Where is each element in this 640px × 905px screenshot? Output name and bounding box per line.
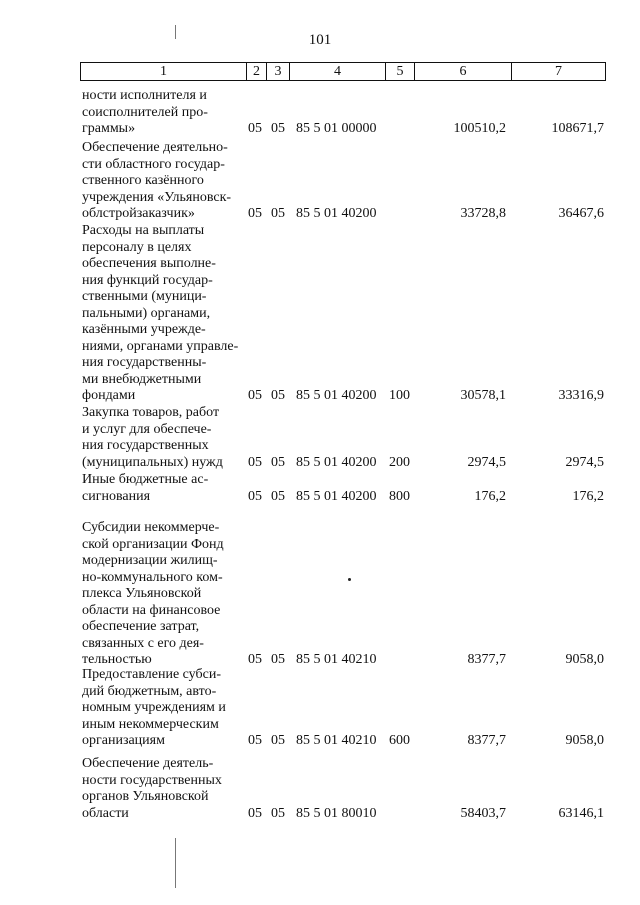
row-description xyxy=(82,520,238,669)
description-line: номным учреждениям и xyxy=(82,700,226,715)
cell-col-3: 05 xyxy=(271,206,285,221)
description-line: дий бюджетным, авто- xyxy=(82,683,217,699)
cell-col-6: 8377,7 xyxy=(467,733,506,748)
cell-col-6: 100510,2 xyxy=(453,121,506,136)
description-line: органов Ульяновской xyxy=(82,789,209,804)
scan-mark xyxy=(175,838,176,888)
column-header-5: 5 xyxy=(386,63,415,81)
scan-mark xyxy=(175,25,176,39)
table-row xyxy=(0,756,640,822)
column-header-7: 7 xyxy=(512,63,606,81)
cell-col-2: 05 xyxy=(248,652,262,667)
row-description xyxy=(82,88,238,138)
row-description xyxy=(82,405,238,471)
column-header-2: 2 xyxy=(247,63,267,81)
cell-col-3: 05 xyxy=(271,488,285,504)
cell-col-3: 05 xyxy=(271,121,285,136)
page-number: 101 xyxy=(308,32,332,48)
description-line: казёнными учрежде- xyxy=(82,322,206,337)
row-description xyxy=(82,223,238,405)
description-line: Расходы на выплаты xyxy=(82,223,205,238)
description-line: Обеспечение деятельно- xyxy=(82,140,228,155)
description-line: (муниципальных) нужд xyxy=(82,454,223,470)
column-header-4: 4 xyxy=(290,63,386,81)
table-row xyxy=(0,667,640,750)
description-line: Иные бюджетные ас- xyxy=(82,472,209,487)
cell-col-2: 05 xyxy=(248,805,262,821)
description-line: обеспечение затрат, xyxy=(82,619,200,634)
cell-col-4: 85 5 01 00000 xyxy=(296,121,377,136)
table-row xyxy=(0,88,640,138)
description-line: ности исполнителя и xyxy=(82,88,207,103)
description-line: сти областного государ- xyxy=(82,156,225,172)
cell-col-5: 600 xyxy=(389,733,410,748)
row-description xyxy=(82,667,238,750)
description-line: соисполнителей про- xyxy=(82,104,208,120)
row-description xyxy=(82,472,238,505)
cell-col-2: 05 xyxy=(248,121,262,136)
description-line: граммы» xyxy=(82,121,136,136)
description-line: Обеспечение деятель- xyxy=(82,756,214,771)
description-line: связанных с его дея- xyxy=(82,635,204,651)
description-line: тельностью xyxy=(82,652,152,667)
column-header-table xyxy=(80,62,606,81)
cell-col-3: 05 xyxy=(271,652,285,667)
column-header-1: 1 xyxy=(81,63,247,81)
cell-col-4: 85 5 01 40200 xyxy=(296,488,377,504)
cell-col-2: 05 xyxy=(248,454,262,470)
cell-col-4: 85 5 01 40210 xyxy=(296,652,377,667)
cell-col-6: 8377,7 xyxy=(467,652,506,667)
description-line: модернизации жилищ- xyxy=(82,553,218,568)
table-row xyxy=(0,223,640,405)
description-line: персоналу в целях xyxy=(82,239,192,255)
description-line: области на финансовое xyxy=(82,602,221,618)
description-line: области xyxy=(82,805,129,821)
cell-col-4: 85 5 01 40200 xyxy=(296,454,377,470)
cell-col-7: 9058,0 xyxy=(565,733,604,748)
description-line: ственными (муници- xyxy=(82,289,207,304)
column-header-row xyxy=(81,63,606,81)
cell-col-6: 30578,1 xyxy=(460,388,506,403)
description-line: Субсидии некоммерче- xyxy=(82,520,220,535)
description-line: ности государственных xyxy=(82,772,222,788)
cell-col-2: 05 xyxy=(248,206,262,221)
description-line: ской организации Фонд xyxy=(82,536,224,552)
cell-col-3: 05 xyxy=(271,454,285,470)
description-line: фондами xyxy=(82,388,136,403)
description-line: облстройзаказчик» xyxy=(82,206,195,221)
cell-col-2: 05 xyxy=(248,488,262,504)
description-line: ми внебюджетными xyxy=(82,371,202,387)
cell-col-6: 2974,5 xyxy=(467,454,506,470)
table-row xyxy=(0,520,640,669)
row-description xyxy=(82,756,238,822)
description-line: организациям xyxy=(82,733,165,748)
description-line: Закупка товаров, работ xyxy=(82,405,220,420)
description-line: ния государственных xyxy=(82,438,209,453)
description-line: ния государственны- xyxy=(82,355,207,370)
cell-col-3: 05 xyxy=(271,388,285,403)
cell-col-4: 85 5 01 40200 xyxy=(296,388,377,403)
description-line: иным некоммерческим xyxy=(82,716,219,732)
cell-col-5: 100 xyxy=(389,388,410,403)
description-line: пальными) органами, xyxy=(82,305,211,321)
cell-col-5: 200 xyxy=(389,454,410,470)
row-description xyxy=(82,140,238,223)
column-header-6: 6 xyxy=(415,63,512,81)
description-line: и услуг для обеспече- xyxy=(82,421,212,437)
description-line: ниями, органами управле- xyxy=(82,338,239,354)
cell-col-5: 800 xyxy=(389,488,410,504)
cell-col-7: 9058,0 xyxy=(565,652,604,667)
description-line: ственного казённого xyxy=(82,173,204,188)
cell-col-2: 05 xyxy=(248,388,262,403)
table-row xyxy=(0,405,640,471)
cell-col-3: 05 xyxy=(271,733,285,748)
cell-col-7: 2974,5 xyxy=(565,454,604,470)
cell-col-7: 108671,7 xyxy=(551,121,604,136)
table-row xyxy=(0,140,640,223)
cell-col-3: 05 xyxy=(271,805,285,821)
description-line: сигнования xyxy=(82,488,151,504)
cell-col-4: 85 5 01 80010 xyxy=(296,805,377,821)
description-line: Предоставление субси- xyxy=(82,667,221,682)
cell-col-6: 58403,7 xyxy=(460,805,506,821)
description-line: учреждения «Ульяновск- xyxy=(82,189,232,205)
description-line: обеспечения выполне- xyxy=(82,256,216,271)
cell-col-7: 36467,6 xyxy=(558,206,604,221)
description-line: но-коммунального ком- xyxy=(82,569,223,585)
cell-col-4: 85 5 01 40200 xyxy=(296,206,377,221)
table-row xyxy=(0,472,640,505)
cell-col-4: 85 5 01 40210 xyxy=(296,733,377,748)
cell-col-6: 176,2 xyxy=(474,488,506,504)
cell-col-7: 176,2 xyxy=(572,488,604,504)
cell-col-6: 33728,8 xyxy=(460,206,506,221)
column-header-3: 3 xyxy=(267,63,290,81)
cell-col-7: 33316,9 xyxy=(558,388,604,403)
description-line: ния функций государ- xyxy=(82,272,213,288)
description-line: плекса Ульяновской xyxy=(82,586,202,601)
scan-dot xyxy=(348,578,351,581)
cell-col-2: 05 xyxy=(248,733,262,748)
cell-col-7: 63146,1 xyxy=(558,805,604,821)
